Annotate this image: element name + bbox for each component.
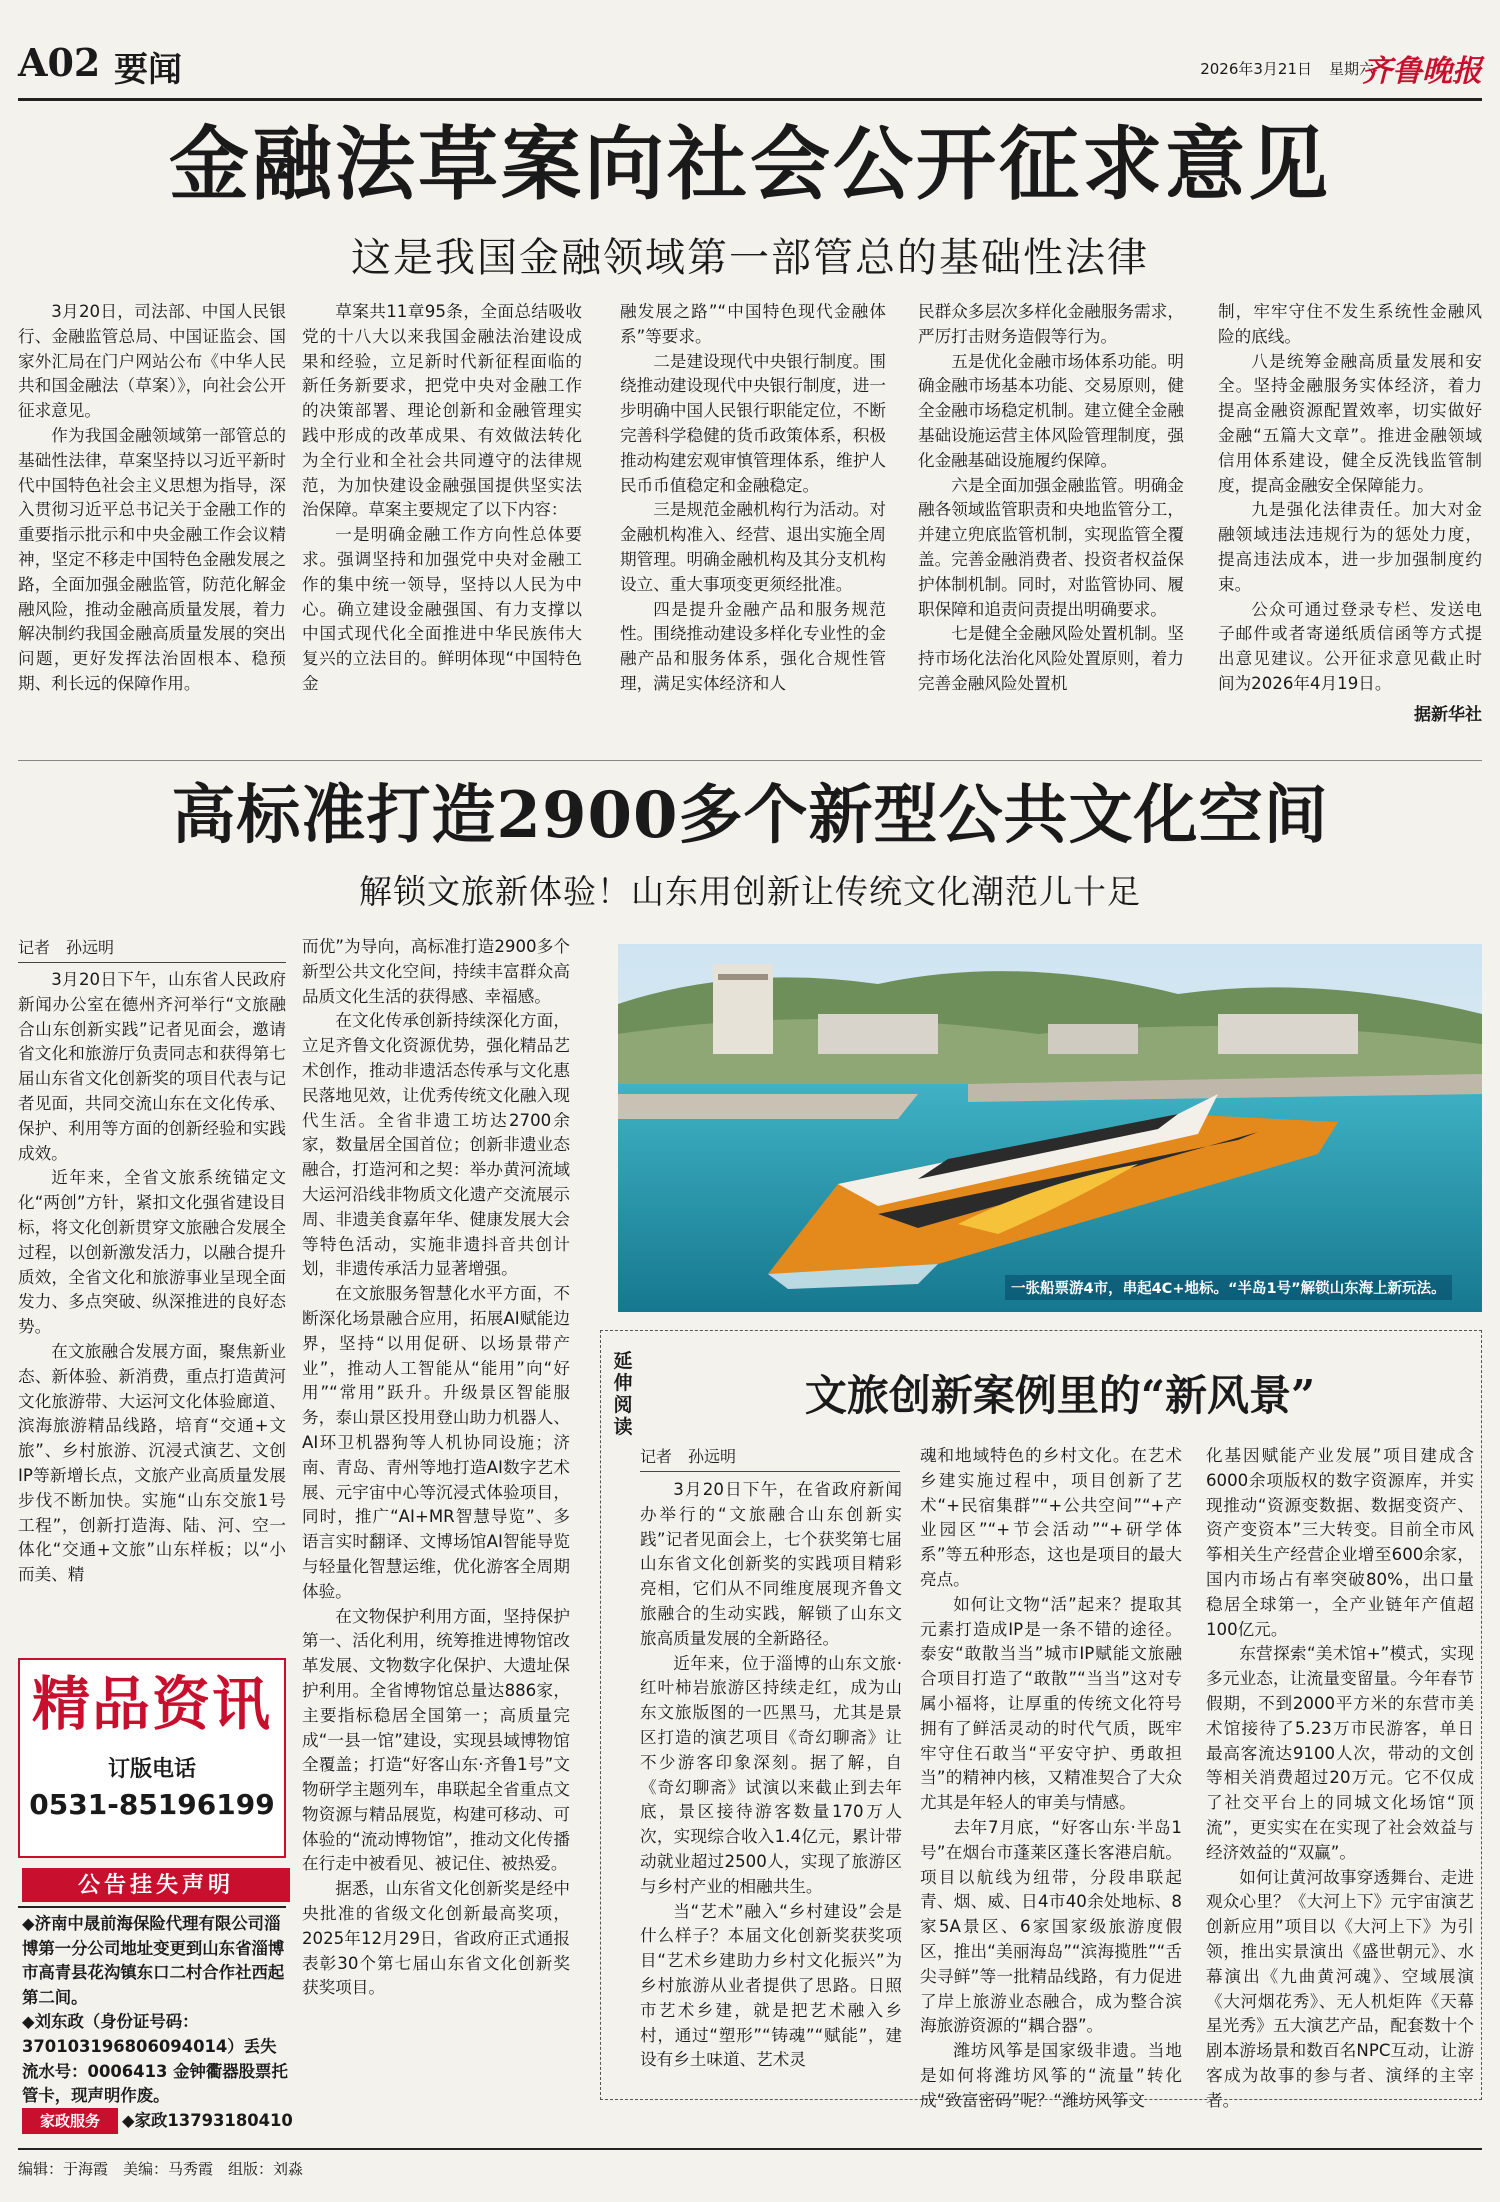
paragraph: 去年7月底，“好客山东·半岛1号”在烟台市蓬莱区蓬长客港启航。项目以航线为纽带，分段串联起青、烟、威、日4市40余处地标、8家5A景区、6家国家级旅游度假区，推出“美丽海岛”“滨海揽胜”“舌尖寻鲜”等一批精品线路，有力促进了岸上旅游业态融合，成为整合滨海旅游资源的“耦合器”。 xyxy=(920,1817,1182,2036)
paragraph: 二是建设现代中央银行制度。围绕推动建设现代中央银行制度，进一步明确中国人民银行职能定位，不断完善科学稳健的货币政策体系，积极推动构建宏观审慎管理体系，维护人民币币值稳定和金融稳定。 xyxy=(620,351,886,495)
story1-column-1 xyxy=(18,300,286,730)
paragraph: 公众可通过登录专栏、发送电子邮件或者寄递纸质信函等方式提出意见建议。公开征求意见截止时间为2026年4月19日。 xyxy=(1218,599,1482,693)
headline-new-scenery[interactable]: 文旅创新案例里的“新风景” xyxy=(804,1371,1316,1420)
story3-column-1 xyxy=(640,1478,902,2093)
paragraph: 在文旅融合发展方面，聚焦新业态、新体验、新消费，重点打造黄河文化旅游带、大运河文化体验廊道、滨海旅游精品线路，培育“交通+文旅”、乡村旅游、沉浸式演艺、文创IP等新增长点，文旅产业高质量发展步伐不断加快。实施“山东交旅1号工程”，创新打造海、陆、河、空一体化“交通+文旅”山东样板；以“小而美、精 xyxy=(18,1341,286,1585)
notice-list xyxy=(22,1912,292,2109)
paragraph: 东营探索“美术馆+”模式，实现多元业态，让流量变留量。今年春节假期，不到2000平方米的东营市美术馆接待了5.23万市民游客，单日最高客流达9100人次，带动的文创等相关消费超过20万元。它不仅成了社交平台上的同城文化场馆“顶流”，更实实在在实现了社会效益与经济效益的“双赢”。 xyxy=(1206,1644,1474,1862)
paragraph: 在文化传承创新持续深化方面，立足齐鲁文化资源优势，强化精品艺术创作，推动非遗活态传承与文化惠民落地见效，让优秀传统文化融入现代生活。全省非遗工坊达2700余家，数量居全国首位；创新非遗业态融合，打造河和之契：举办黄河流域大运河沿线非物质文化遗产交流展示周、非遗美食嘉年华、健康发展大会等特色活动，实施非遗抖音共创计划，非遗传承活力显著增强。 xyxy=(302,1011,570,1279)
paragraph: 近年来，位于淄博的山东文旅·红叶柿岩旅游区持续走红，成为山东文旅版图的一匹黑马，尤其是景区打造的演艺项目《奇幻聊斋》让不少游客印象深刻。据了解，自《奇幻聊斋》试演以来截止到去年底，景区接待游客数量170万人次，实现综合收入1.4亿元，累计带动就业超过2500人，实现了旅游区与乡村产业的相融共生。 xyxy=(640,1653,902,1896)
photo-caption: 一张船票游4市，串起4C+地标。“半岛1号”解锁山东海上新玩法。 xyxy=(1005,1275,1452,1300)
paragraph: 3月20日下午，在省政府新闻办举行的“文旅融合山东创新实践”记者见面会上，七个获奖第七届山东省文化创新奖的实践项目精彩亮相，它们从不同维度展现齐鲁文旅融合的生动实践，解锁了山东文旅高质量发展的全新路径。 xyxy=(640,1480,902,1648)
page-header xyxy=(18,40,1482,96)
paragraph: 五是优化金融市场体系功能。明确金融市场基本功能、交易原则，健全金融市场稳定机制。建立健全金融基础设施运营主体风险管理制度，强化金融基础设施履约保障。 xyxy=(918,351,1184,470)
paragraph: 化基因赋能产业发展”项目建成含6000余项版权的数字资源库，并实现推动“资源变数据、数据变资产、资产变资本”三大转变。目前全市风筝相关生产经营企业增至600余家，国内市场占有率突破80%，出口量稳居全球第一，全产业链年产值超100亿元。 xyxy=(1206,1446,1474,1639)
paragraph: 草案共11章95条，全面总结吸收党的十八大以来我国金融法治建设成果和经验，立足新时代新征程面临的新任务新要求，把党中央对金融工作的决策部署、理论创新和金融管理实践中形成的改革成果、有效做法转化为全行业和全社会共同遵守的法律规范，为加快建设金融强国提供坚实法治保障。草案主要规定了以下内容： xyxy=(302,302,582,520)
ad-phone-label: 订版电话 xyxy=(107,1757,196,1782)
story3-column-3 xyxy=(1206,1444,1474,2110)
paragraph: 三是规范金融机构行为活动。对金融机构准入、经营、退出实施全周期管理。明确金融机构及其分支机构设立、重大事项变更须经批准。 xyxy=(620,500,886,594)
ferry-photo xyxy=(618,944,1482,1312)
editor-credits: 编辑：于海霞 美编：马秀霞 组版：刘淼 xyxy=(18,2160,304,2178)
news-credit: 据新华社 xyxy=(1414,705,1482,725)
subheadline-culture-spaces: 解锁文旅新体验！山东用创新让传统文化潮范儿十足 xyxy=(359,872,1141,911)
issue-date: 2026年3月21日 xyxy=(1200,60,1312,78)
story-divider xyxy=(18,760,1482,761)
footer-rule xyxy=(18,2148,1482,2150)
page-number: A02 xyxy=(18,40,101,85)
paragraph: 如何让文物“活”起来？提取其元素打造成IP是一条不错的途径。泰安“敢散当当”城市IP赋能文旅融合项目打造了“敢散”“当当”这对专属小福将，让厚重的传统文化符号拥有了鲜活灵动的时代气质，既牢牢守住石敢当“平安守护、勇敢担当”的精神内核，又精准契合了大众尤其是年轻人的审美与情感。 xyxy=(920,1594,1182,1813)
story1-column-5 xyxy=(1218,300,1482,700)
story2-column-1 xyxy=(18,968,286,1648)
notice-rule xyxy=(18,1906,286,1908)
paragraph: 近年来，全省文旅系统锚定文化“两创”方针，紧扣文化强省建设目标，将文化创新贯穿文旅融合发展全过程，以创新激发活力，以融合提升质效，全省文化和旅游事业呈现全面发力、多点突破、纵深推进的良好态势。 xyxy=(18,1168,286,1337)
housekeeping-phone[interactable]: ◆家政13793180410 xyxy=(122,2111,293,2130)
paragraph: 当“艺术”融入“乡村建设”会是什么样子？本届文化创新奖获奖项目“艺术乡建助力乡村文化振兴”为乡村旅游从业者提供了思路。日照市艺术乡建，就是把艺术融入乡村，通过“塑形”“铸魂”“赋能”，建设有乡土味道、艺术灵 xyxy=(640,1901,902,2070)
byline: 记者 孙远明 xyxy=(18,935,286,963)
story3-column-2 xyxy=(920,1444,1182,2110)
paragraph: 3月20日，司法部、中国人民银行、金融监管总局、中国证监会、国家外汇局在门户网站公布《中华人民共和国金融法（草案）》，向社会公开征求意见。 xyxy=(18,302,286,421)
paragraph: 而优”为导向，高标准打造2900多个新型公共文化空间，持续丰富群众高品质文化生活的获得感、幸福感。 xyxy=(302,937,570,1006)
story1-column-3 xyxy=(620,300,886,730)
ad-box xyxy=(18,1658,286,1858)
paragraph: 潍坊风筝是国家级非遗。当地是如何将潍坊风筝的“流量”转化成“致富密码”呢？“潍坊风筝文 xyxy=(920,2041,1182,2110)
paragraph: 融发展之路”“中国特色现代金融体系”等要求。 xyxy=(620,302,886,346)
notice-banner: 公告挂失声明 xyxy=(22,1868,290,1902)
ad-title: 精品资讯 xyxy=(31,1670,272,1738)
paragraph: 九是强化法律责任。加大对金融领域违法违规行为的惩处力度，提高违法成本，进一步加强制度约束。 xyxy=(1218,500,1482,594)
story1-column-4 xyxy=(918,300,1184,730)
paragraph: 八是统筹金融高质量发展和安全。坚持金融服务实体经济，着力提高金融资源配置效率，切实做好金融“五篇大文章”。推进金融领域信用体系建设，健全反洗钱监管制度，提高金融安全保障能力。 xyxy=(1218,351,1482,495)
paragraph: 六是全面加强金融监管。明确金融各领域监管职责和央地监管分工，并建立兜底监管机制，实现监管全覆盖。完善金融消费者、投资者权益保护体制机制。同时，对监管协同、履职保障和追责问责提出明确要求。 xyxy=(918,475,1184,619)
paragraph: 民群众多层次多样化金融服务需求，严厉打击财务造假等行为。 xyxy=(918,302,1184,346)
notice-item: ◆刘东政（身份证号码：370103196806094014）丢失流水号：0006413 金钟衢器股票托管卡，现声明作废。 xyxy=(22,2012,288,2106)
housekeeping-label: 家政服务 xyxy=(22,2108,118,2134)
headline-culture-spaces[interactable]: 高标准打造2900多个新型公共文化空间 xyxy=(171,778,1329,853)
subheadline-finance-law: 这是我国金融领域第一部管总的基础性法律 xyxy=(351,235,1149,281)
paragraph: 在文旅服务智慧化水平方面，不断深化场景融合应用，拓展AI赋能边界，坚持“以用促研、以场景带产业”，推动人工智能从“能用”向“好用”“常用”跃升。升级景区智能服务，泰山景区投用登山助力机器人、AI环卫机器狗等人机协同设施；济南、青岛、青州等地打造AI数字艺术展、元宇宙中心等沉浸式体验项目，同时，推广“AI+MR智慧导览”、多语言实时翻译、文博场馆AI智能导览与轻量化智慧运维，优化游客全周期体验。 xyxy=(302,1284,570,1601)
paragraph: 制，牢牢守住不发生系统性金融风险的底线。 xyxy=(1218,302,1482,346)
paragraph: 四是提升金融产品和服务规范性。围绕推动建设多样化专业性的金融产品和服务体系，强化合规性管理，满足实体经济和人 xyxy=(620,599,886,693)
headline-finance-law[interactable]: 金融法草案向社会公开征求意见 xyxy=(169,117,1331,211)
story1-column-2 xyxy=(302,300,582,730)
header-rule xyxy=(18,98,1482,101)
paragraph: 据悉，山东省文化创新奖是经中央批准的省级文化创新最高奖项，2025年12月29日，省政府正式通报表彰30个第七届山东省文化创新奖获奖项目。 xyxy=(302,1879,570,1998)
paragraph: 魂和地域特色的乡村文化。在艺术乡建实施过程中，项目创新了艺术“+民宿集群”“+公共空间”“+产业园区”“+节会活动”“+研学体系”等五种形态，这也是项目的最大亮点。 xyxy=(920,1446,1182,1589)
story2-column-2 xyxy=(302,935,570,2140)
paragraph: 3月20日下午，山东省人民政府新闻办公室在德州齐河举行“文旅融合山东创新实践”记者见面会，邀请省文化和旅游厅负责同志和获得第七届山东省文化创新奖的项目代表与记者见面，共同交流山东在文化传承、保护、利用等方面的创新经验和实践成效。 xyxy=(18,970,286,1163)
paragraph: 一是明确金融工作方向性总体要求。强调坚持和加强党中央对金融工作的集中统一领导，坚持以人民为中心。确立建设金融强国、有力支撑以中国式现代化全面推进中华民族伟大复兴的立法目的。鲜明体现“中国特色金 xyxy=(302,525,582,693)
paragraph: 作为我国金融领域第一部管总的基础性法律，草案坚持以习近平新时代中国特色社会主义思想为指导，深入贯彻习近平总书记关于金融工作的重要指示批示和中央金融工作会议精神，坚定不移走中国特色金融发展之路，全面加强金融监管，防范化解金融风险，推动金融高质量发展，着力解决制约我国金融高质量发展的突出问题，更好发挥法治固根本、稳预期、利长远的保障作用。 xyxy=(18,425,286,693)
issue-weekday: 星期六 xyxy=(1328,60,1374,78)
byline: 记者 孙远明 xyxy=(640,1444,900,1472)
masthead-logo: 齐鲁晚报 xyxy=(1362,54,1482,89)
paragraph: 在文物保护利用方面，坚持保护第一、活化利用，统筹推进博物馆改革发展、文物数字化保护、大遗址保护利用。全省博物馆总量达886家，主要指标稳居全国第一；高质量完成“一县一馆”建设，实现县域博物馆全覆盖；打造“好客山东·齐鲁1号”文物研学主题列车，串联起全省重点文物资源与精品展览，构建可移动、可体验的“流动博物馆”，推动文化传播在行走中被看见、被记住、被热爱。 xyxy=(302,1606,570,1874)
paragraph: 七是健全金融风险处置机制。坚持市场化法治化风险处置原则，着力完善金融风险处置机 xyxy=(918,624,1184,693)
extended-reading-tag: 延伸阅读 xyxy=(613,1350,633,1438)
ad-phone-number[interactable]: 0531-85196199 xyxy=(29,1788,275,1821)
paragraph: 如何让黄河故事穿透舞台、走进观众心里？《大河上下》元宇宙演艺创新应用”项目以《大河上下》为引领，推出实景演出《盛世朝元》、水幕演出《九曲黄河魂》、空域展演《大河烟花秀》、无人机炬阵《天幕星光秀》五大演艺产品，配套数十个剧本游场景和数百名NPC互动，让游客成为故事的参与者、演绎的主宰者。 xyxy=(1206,1867,1474,2110)
section-name: 要闻 xyxy=(114,50,182,90)
notice-item: ◆济南中晟前海保险代理有限公司淄博第一分公司地址变更到山东省淄博市高青县花沟镇东口二村合作社西起第二间。 xyxy=(22,1914,285,2007)
